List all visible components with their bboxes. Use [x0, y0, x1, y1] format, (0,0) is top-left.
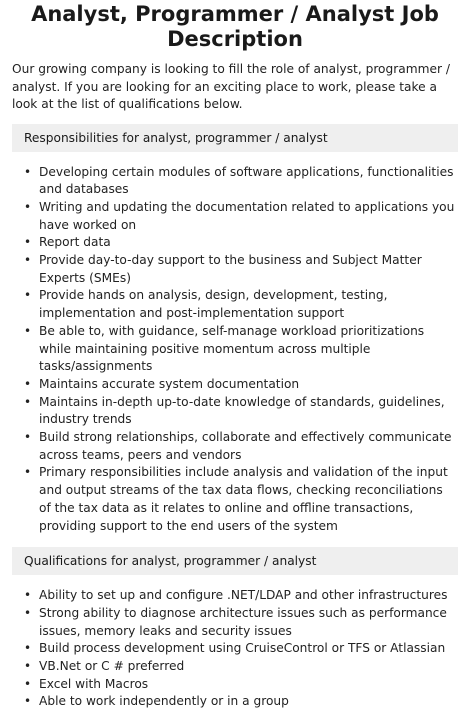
intro-paragraph: Our growing company is looking to fill the role of analyst, programmer / analyst. If you are looking for an exciting place to work, please take a look at the list of qualifications below.	[12, 62, 450, 111]
list-item-text: VB.Net or C # preferred	[39, 659, 185, 674]
list-item-text: Able to work independently or in a group	[39, 694, 289, 709]
bullet-icon: •	[24, 235, 32, 250]
qualifications-heading: Qualifications for analyst, programmer / analyst	[12, 547, 458, 575]
list-item-text: Writing and updating the documentation related to applications you have worked on	[39, 199, 455, 232]
list-item	[12, 323, 458, 376]
bullet-icon: •	[24, 430, 32, 445]
list-item	[12, 252, 458, 287]
responsibilities-list	[12, 164, 458, 536]
list-item-text: Be able to, with guidance, self-manage workload prioritizations while maintaining positive momentum across multiple tasks/assignments	[39, 323, 425, 374]
list-item-text: Report data	[39, 235, 111, 250]
list-item	[12, 464, 458, 535]
list-item-text: Primary responsibilities include analysis and validation of the input and output streams of the tax data flows, checking reconciliations of the tax data as it relates to online and offline transactions, providing support to the end users of the system	[39, 465, 448, 533]
list-item-text: Strong ability to diagnose architecture issues such as performance issues, memory leaks and security issues	[39, 605, 447, 638]
list-item	[12, 234, 458, 252]
bullet-icon: •	[24, 605, 32, 620]
list-item-text: Provide day-to-day support to the business and Subject Matter Experts (SMEs)	[39, 253, 422, 285]
list-item	[12, 164, 458, 199]
bullet-icon: •	[24, 641, 32, 656]
bullet-icon: •	[24, 253, 32, 268]
list-item	[12, 376, 458, 394]
bullet-icon: •	[24, 199, 32, 214]
list-item	[12, 587, 458, 605]
list-item-text: Developing certain modules of software applications, functionalities and databases	[39, 164, 454, 197]
list-item-text: Maintains in-depth up-to-date knowledge of standards, guidelines, industry trends	[39, 394, 445, 427]
bullet-icon: •	[24, 659, 32, 674]
page-title: Analyst, Programmer / Analyst Job Description	[31, 2, 439, 51]
bullet-icon: •	[24, 676, 32, 691]
list-item-text: Excel with Macros	[39, 676, 149, 691]
list-item-text: Ability to set up and configure .NET/LDAP and other infrastructures	[39, 588, 448, 603]
list-item	[12, 676, 458, 694]
list-item	[12, 429, 458, 464]
bullet-icon: •	[24, 465, 32, 480]
list-item	[12, 287, 458, 322]
responsibilities-heading: Responsibilities for analyst, programmer / analyst	[12, 124, 458, 152]
list-item-text: Build process development using CruiseControl or TFS or Atlassian	[39, 641, 446, 656]
list-item	[12, 199, 458, 234]
list-item-text: Build strong relationships, collaborate and effectively communicate across teams, peers and vendors	[39, 430, 452, 462]
list-item	[12, 693, 458, 711]
list-item	[12, 658, 458, 676]
bullet-icon: •	[24, 694, 32, 709]
bullet-icon: •	[24, 588, 32, 603]
list-item	[12, 640, 458, 658]
bullet-icon: •	[24, 323, 32, 338]
list-item	[12, 605, 458, 640]
bullet-icon: •	[24, 376, 32, 391]
qualifications-list	[12, 587, 458, 711]
list-item-text: Maintains accurate system documentation	[39, 376, 300, 391]
bullet-icon: •	[24, 288, 32, 303]
bullet-icon: •	[24, 394, 32, 409]
list-item	[12, 394, 458, 429]
bullet-icon: •	[24, 164, 32, 179]
list-item-text: Provide hands on analysis, design, development, testing, implementation and post-implementation support	[39, 288, 388, 321]
